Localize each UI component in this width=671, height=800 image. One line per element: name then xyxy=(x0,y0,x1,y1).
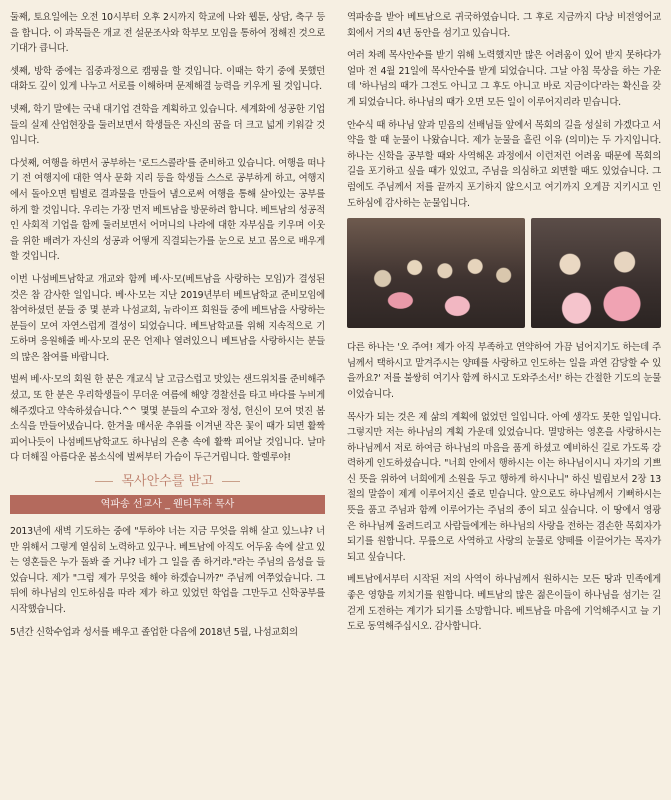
right-column xyxy=(347,10,661,642)
paragraph: 둘째, 토요일에는 오전 10시부터 오후 2시까지 학교에 나와 웹툰, 상담, 축구 등을 합니다. 이 과목들은 개교 전 설문조사와 학부모 모임을 통하여 정해진 것으로 기대가 큽니다. xyxy=(10,12,325,55)
paragraph: 2013년에 새벽 기도하는 중에 "투하야 너는 지금 무엇을 위해 살고 있느냐? 너만 위해서 그렇게 열심히 노력하고 있구나. 베트남에 아직도 어두움 속에 살고 있는 영혼들은 누가 돌봐 줄 거냐? 네가 그 일을 좀 하거라."라는 주님의 음성을 들었습니다. 제가 "그럼 제가 무엇을 해야 하겠습니까?" 주님께 여쭈었습니다. 그 뒤에 하나님의 인도하심을 따라 제가 하고 있었던 학업을 그만두고 신학공부를 시작했습니다. xyxy=(10,526,325,615)
paragraph: 넷째, 학기 말에는 국내 대기업 견학을 계획하고 있습니다. 세계화에 성공한 기업들의 실제 산업현장을 둘러보면서 학생들은 자신의 꿈을 더 크고 넓게 키워갈 것입니다. xyxy=(10,103,325,147)
paragraph: 안수식 때 하나님 앞과 믿음의 선배님들 앞에서 목회의 길을 성실히 가겠다고 서약을 할 때 눈물이 나왔습니다. 제가 눈물을 흘린 이유 (의미)는 두 가지입니다. 하나는 신학을 공부할 때와 사역해온 과정에서 이런저런 어려움 때문에 목회의 길을 포기하고 싶을 때가 있었고, 주님을 의심하고 외면할 때도 있었습니다. 그럼에도 주님께서 저를 끝까지 포기하지 않으시고 여기까지 오게끔 지키시고 인도하심에 감사하는 눈물입니다. xyxy=(347,119,661,209)
paragraph: 베트남에서부터 시작된 저의 사역이 하나님께서 원하시는 모든 땅과 민족에게 좋은 영향을 끼치기를 원합니다. 베트남의 많은 젊은이들이 하나님을 섬기는 길 걷게 도전하는 계기가 되기를 소망합니다. 베트남을 마음에 기억해주시고 늘 기도로 동역해주십시오. 감사합니다. xyxy=(347,574,661,633)
photo-row xyxy=(347,218,661,328)
paragraph: 다른 하나는 '오 주여! 제가 아직 부족하고 연약하여 가끔 넘어지기도 하는데 주님께서 택하시고 맡겨주시는 양떼를 사랑하고 인도하는 일을 과연 감당할 수 있을까요?' 저를 불쌍히 여기사 함께 하시고 도와주소서!' 하는 간절한 기도의 눈물이었습니다. xyxy=(347,342,661,400)
paragraph: 여러 차례 목사안수를 받기 위해 노력했지만 많은 어려움이 있어 받지 못하다가 얼마 전 4월 21일에 목사안수를 받게 되었습니다. 그날 아침 묵상을 하는 가운데 '하나님의 때가 그전도 아니고 그 후도 아니고 바로 지금이다'라는 확신을 갖게 되었습니다. 하나님의 때가 오면 모든 일이 이루어지리라 믿습니다. xyxy=(347,50,661,108)
ordination-group-photo xyxy=(347,218,525,328)
section-title: 목사안수를 받고 xyxy=(10,473,325,491)
paragraph: 목사가 되는 것은 제 삶의 계획에 없었던 일입니다. 아예 생각도 못한 일입니다. 그렇지만 저는 하나님의 계획 가운데 있었습니다. 멸망하는 영혼을 사랑하시는 하나님께서 저로 하여금 하나님의 마음을 품게 하셨고 예비하신 길로 가도록 강력하게 인도하셨습니다. "너희 안에서 행하시는 이는 하나님이시니 자기의 기쁘신 뜻을 위하여 너희에게 소원을 두고 행하게 하시나니" 하신 빌립보서 2장 13절의 말씀이 제게 이루어지신 줄로 믿습니다. 앞으로도 하나님께서 기뻐하시는 뜻을 품고 주님과 함께 이루어가는 주님의 종이 되고 싶습니다. 이 땅에서 영광은 하나님께 올려드리고 사람들에게는 하나님의 사랑을 전하는 겸손한 목회자가 되기를 원합니다. 무릎으로 사역하고 사랑의 눈물로 양떼를 이끌어가는 목자가 되고 싶습니다. xyxy=(347,411,661,563)
paragraph: 이번 나섬베트남학교 개교와 함께 베·사·모(베트남을 사랑하는 모임)가 결성된 것은 참 감사한 일입니다. 베·사·모는 지난 2019년부터 베트남학교 준비모임에 참여하셨던 분들 중 몇 분과 나섬교회, 뉴라이프 회원들 중에 베트남을 사랑하는 분들이 모여 자연스럽게 결성이 되었습니다. 베트남학교를 위해 지속적으로 기도하며 응원해줄 베·사·모의 문은 언제나 열려있으니 베트남을 사랑하시는 분들의 많은 참여를 바랍니다. xyxy=(10,273,325,363)
author-byline: 역파송 선교사 _ 웬티투하 목사 xyxy=(10,495,325,514)
paragraph: 다섯째, 여행을 하면서 공부하는 '로드스콜라'를 준비하고 있습니다. 여행을 떠나기 전 여행지에 대한 역사 문화 지리 등을 학생들 스스로 공부하게 하고, 여행지에서 돌아오면 팀별로 결과물을 만들어 냄으로써 여행을 통해 살아있는 공부를 하게 할 것입니다. 우리는 가장 먼저 베트남을 방문하려 합니다. 베트남의 성공적인 사회적 기업을 함께 둘러보면서 어머니의 나라에 대한 자부심을 키우며 이웃을 위한 배려가 자신의 성공과 어떻게 직결되는가를 눈으로 보고 몸으로 배우게 할 것입니다. xyxy=(10,157,325,263)
ordination-pair-photo xyxy=(531,218,661,328)
paragraph: 역파송을 받아 베트남으로 귀국하였습니다. 그 후로 지금까지 다낭 비전영어교회에서 거의 4년 동안을 섬기고 있습니다. xyxy=(347,12,661,39)
left-column xyxy=(10,10,325,647)
paragraph: 벌써 베·사·모의 회원 한 분은 개교식 날 고급스럽고 맛있는 샌드위치를 준비해주셨고, 또 한 분은 우리학생들이 무더운 여름에 해양 경찰선을 타고 바다를 누비게 해주겠다고 약속하셨습니다.^^ 몇몇 분들의 수고와 정성, 헌신이 모여 멋진 봄소식을 만들어냈습니다. 한겨울 매서운 추위를 이겨낸 작은 꽃이 때가 되면 활짝 피어나듯이 나섬베트남학교도 하나님의 은총 속에 활짝 피어날 것입니다. 날마다 더해질 아름다운 봄소식에 벌써부터 가슴이 두근거립니다. 할렐루야! xyxy=(10,374,325,464)
paragraph: 셋째, 방학 중에는 집중과정으로 캠핑을 할 것입니다. 이때는 학기 중에 못했던 대화도 깊이 있게 나누고 서로를 이해하며 문제해결 능력을 키우게 될 것입니다. xyxy=(10,65,325,93)
paragraph: 5년간 신학수업과 성서를 배우고 졸업한 다음에 2018년 5월, 나섬교회의 xyxy=(10,626,298,638)
